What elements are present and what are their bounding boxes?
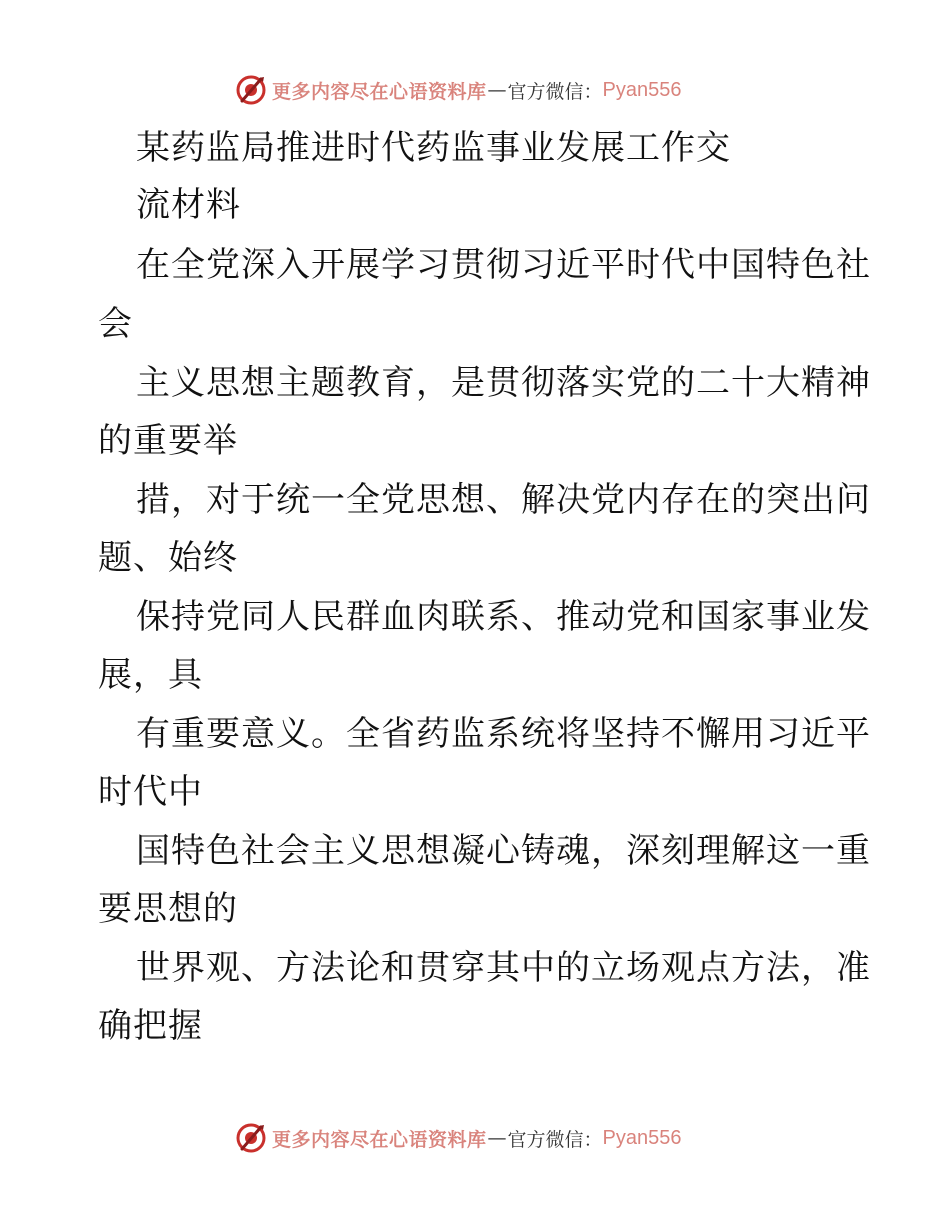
- document-title-line-2: 流材料: [136, 185, 241, 225]
- paragraph-line: 有重要意义。全省药监系统将坚持不懈用习近平: [136, 714, 871, 754]
- paragraph-line: 世界观、方法论和贯穿其中的立场观点方法，准: [136, 948, 871, 988]
- logo-icon: [234, 73, 268, 107]
- logo-icon: [234, 1121, 268, 1155]
- banner-wechat-id: Pyan556: [602, 1126, 682, 1149]
- banner-wechat-label: 官方微信：: [507, 80, 603, 103]
- paragraph-line: 保持党同人民群血肉联系、推动党和国家事业发: [136, 597, 871, 637]
- banner-separator: —: [487, 79, 507, 101]
- paragraph-line: 在全党深入开展学习贯彻习近平时代中国特色社: [136, 245, 871, 285]
- paragraph-line: 时代中: [98, 772, 203, 812]
- paragraph-line: 主义思想主题教育，是贯彻落实党的二十大精神: [136, 363, 871, 403]
- header-banner: [0, 70, 950, 110]
- banner-site-text: 更多内容尽在心语资料库: [272, 80, 487, 103]
- paragraph-line: 的重要举: [98, 421, 238, 461]
- banner-site-text: 更多内容尽在心语资料库: [272, 1128, 487, 1151]
- paragraph-line: 题、始终: [98, 538, 238, 578]
- paragraph-line: 要思想的: [98, 889, 238, 929]
- paragraph-line: 会: [98, 304, 133, 344]
- paragraph-line: 展，具: [98, 655, 203, 695]
- document-title-line-1: 某药监局推进时代药监事业发展工作交: [136, 128, 731, 168]
- banner-wechat-label: 官方微信：: [507, 1128, 603, 1151]
- paragraph-line: 措，对于统一全党思想、解决党内存在的突出问: [136, 480, 871, 520]
- paragraph-line: 确把握: [98, 1006, 203, 1046]
- paragraph-line: 国特色社会主义思想凝心铸魂，深刻理解这一重: [136, 831, 871, 871]
- footer-banner: [0, 1118, 950, 1158]
- banner-separator: —: [487, 1127, 507, 1149]
- banner-wechat-id: Pyan556: [602, 78, 682, 101]
